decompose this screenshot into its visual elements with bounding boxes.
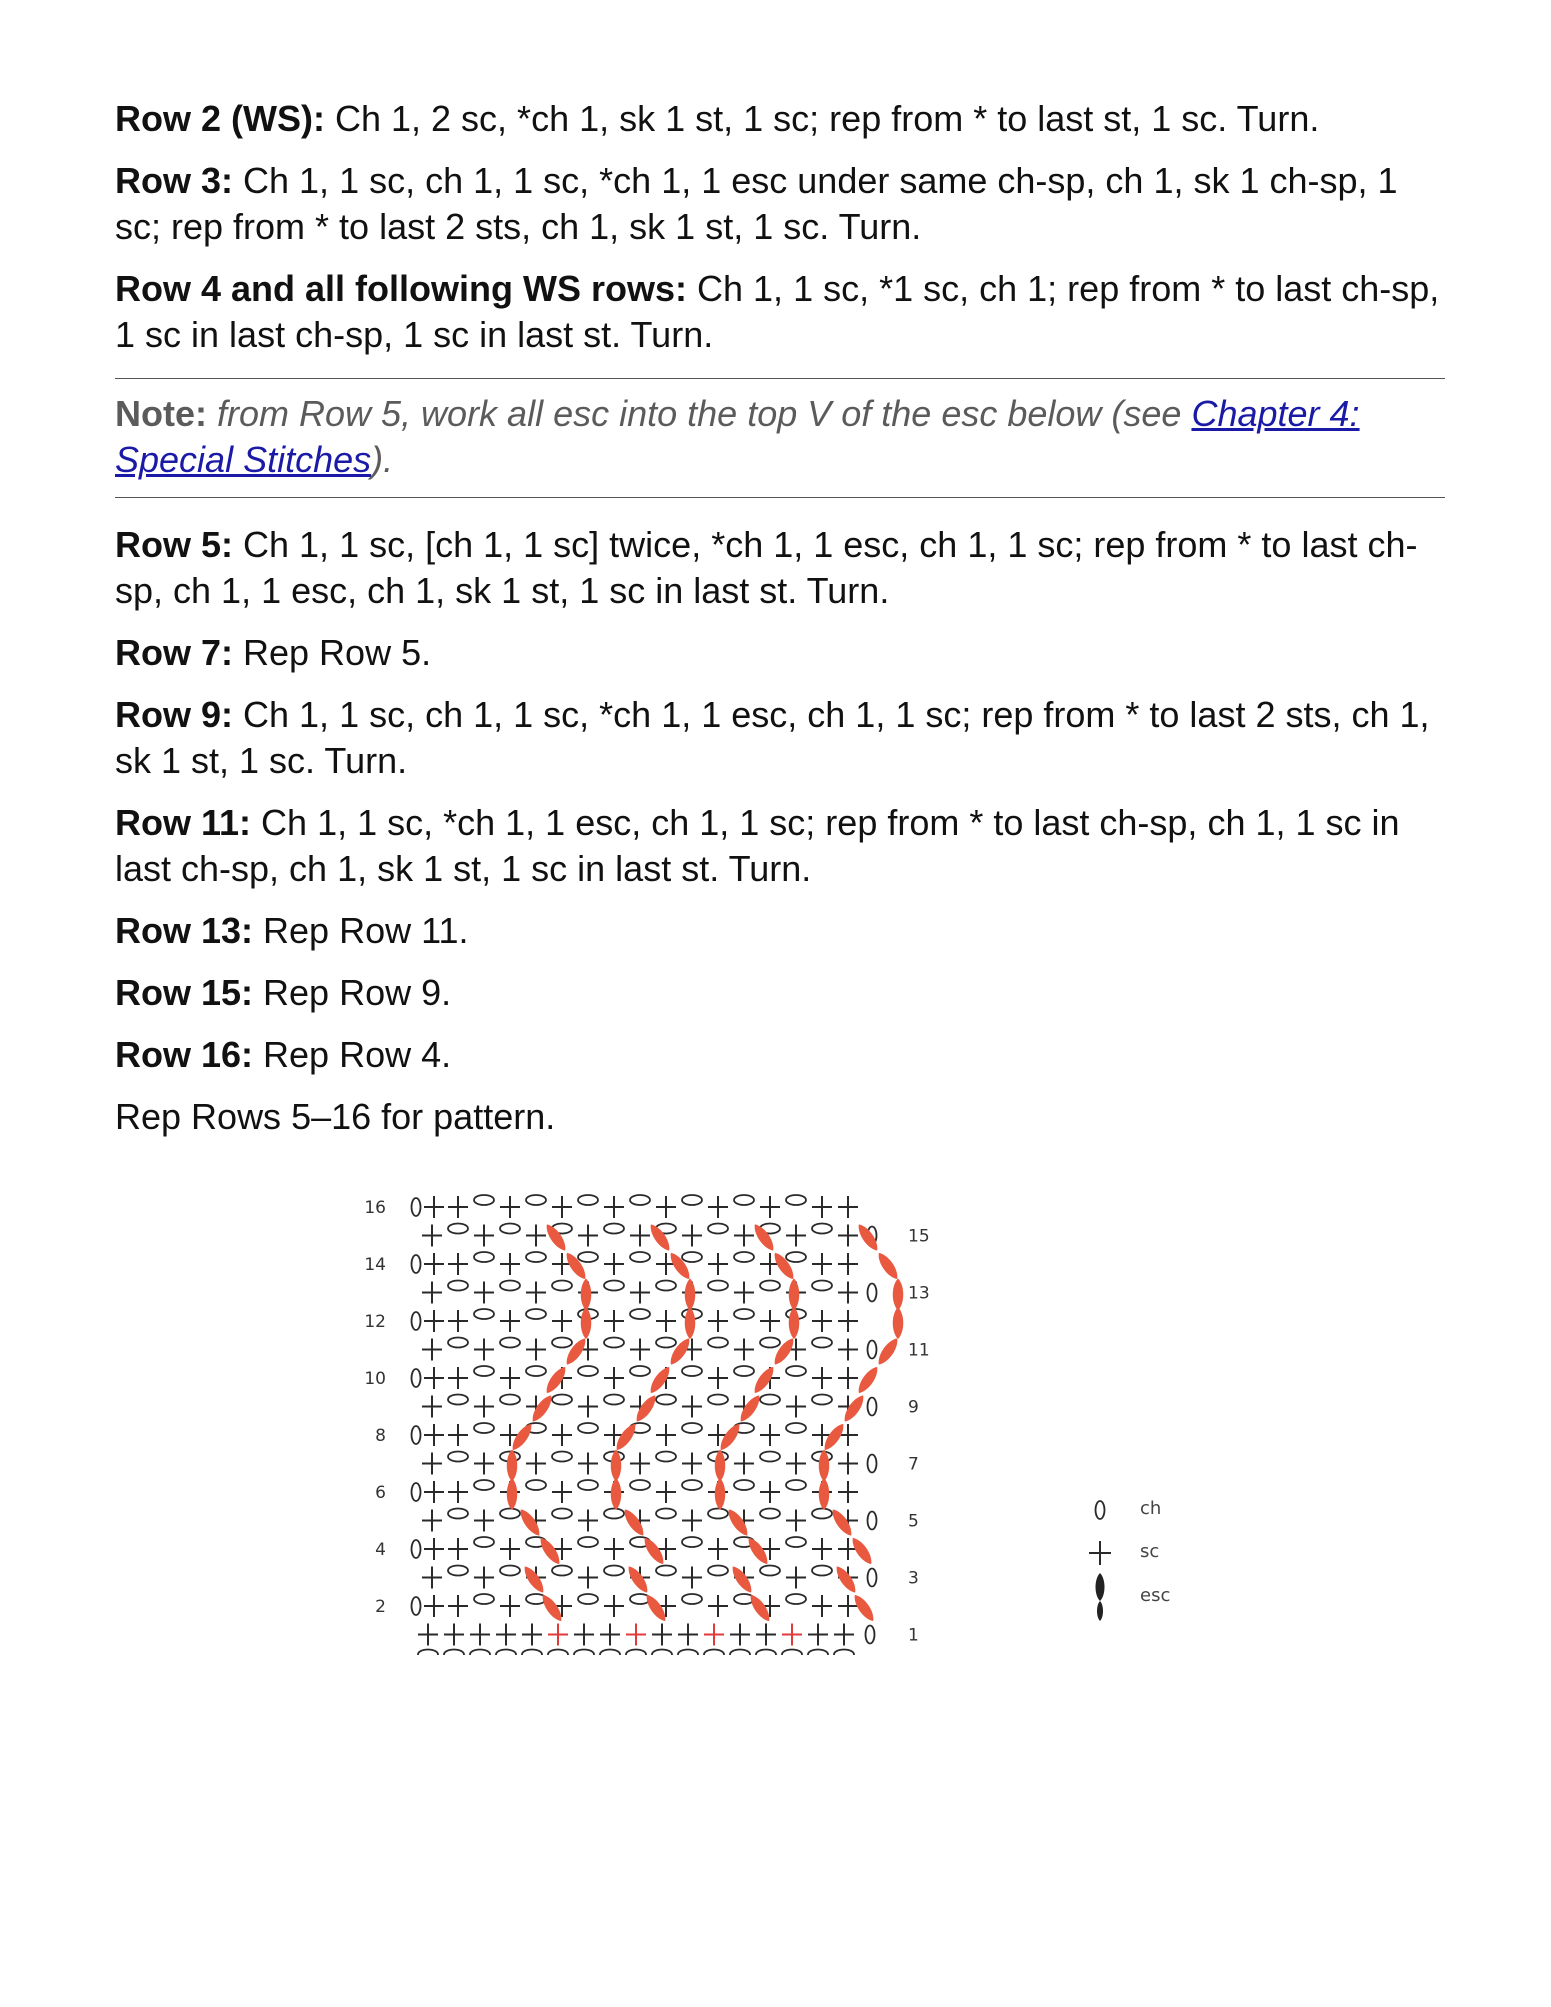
row-label: Row 7: <box>115 632 234 673</box>
esc-mark <box>855 1364 882 1396</box>
row-text: Ch 1, 1 sc, *1 sc, ch 1; rep from * to last ch-sp, 1 sc in last ch-sp, 1 sc in last st. Turn. <box>115 268 1440 355</box>
sc-icon <box>1089 1541 1111 1565</box>
row-16-instruction <box>115 1032 1445 1078</box>
esc-mark <box>667 1250 694 1282</box>
esc-mark <box>821 1421 848 1453</box>
note-box <box>115 391 1445 483</box>
row-13-instruction <box>115 908 1445 954</box>
row-9-instruction <box>115 692 1445 784</box>
row-text: Rep Rows 5–16 for pattern. <box>115 1096 556 1137</box>
esc-mark <box>509 1421 536 1453</box>
esc-mark <box>611 1478 622 1510</box>
esc-icon <box>1096 1573 1105 1621</box>
chart-row-5 <box>422 1509 877 1532</box>
esc-mark <box>625 1563 652 1595</box>
esc-mark <box>725 1506 752 1538</box>
esc-mark <box>893 1307 904 1339</box>
esc-mark <box>543 1364 570 1396</box>
esc-mark <box>729 1563 756 1595</box>
esc-mark <box>771 1250 798 1282</box>
row-5-instruction <box>115 522 1445 614</box>
esc-mark <box>893 1279 904 1311</box>
repeat-instruction <box>115 1094 1445 1140</box>
chart-row-16 <box>412 1195 859 1218</box>
esc-mark <box>789 1279 800 1311</box>
chart-row-13 <box>422 1281 877 1304</box>
esc-mark <box>745 1535 772 1567</box>
special-stitches-link[interactable]: Chapter 4: Special Stitches <box>115 393 1360 480</box>
row-text: Ch 1, 1 sc, ch 1, 1 sc, *ch 1, 1 esc, ch 1, 1 sc; rep from * to last 2 sts, ch 1, sk 1 st, 1 sc. Turn. <box>115 694 1430 781</box>
row-text: Rep Row 5. <box>233 632 432 673</box>
esc-mark <box>751 1221 778 1253</box>
esc-mark <box>685 1279 696 1311</box>
row-text: Ch 1, 1 sc, *ch 1, 1 esc, ch 1, 1 sc; rep from * to last ch-sp, ch 1, 1 sc in last ch-sp, ch 1, sk 1 st, 1 sc in last st. Turn. <box>115 802 1400 889</box>
esc-mark <box>529 1392 556 1424</box>
esc-mark <box>563 1335 590 1367</box>
row-label: Row 4 and all following WS rows: <box>115 268 688 309</box>
esc-mark <box>875 1250 902 1282</box>
row-label: Row 11: <box>115 802 252 843</box>
row-number-right: 11 <box>908 1340 930 1361</box>
esc-mark <box>633 1392 660 1424</box>
row-text: Rep Row 11. <box>253 910 469 951</box>
note-text: from Row 5, work all esc into the top V of the esc below (see <box>207 393 1192 434</box>
row-label: Row 9: <box>115 694 234 735</box>
row-text: Rep Row 4. <box>253 1034 452 1075</box>
chart-row-15 <box>422 1224 877 1247</box>
esc-mark <box>855 1221 882 1253</box>
row-number-left: 16 <box>364 1198 386 1218</box>
row-text: Ch 1, 2 sc, *ch 1, sk 1 st, 1 sc; rep from * to last st, 1 sc. Turn. <box>324 98 1320 139</box>
esc-mark <box>621 1506 648 1538</box>
chart-row-2 <box>412 1594 859 1617</box>
row-label: Row 16: <box>115 1034 254 1075</box>
crochet-stitch-chart <box>360 1185 1180 1655</box>
esc-mark <box>647 1221 674 1253</box>
note-text-end: ). <box>371 439 394 480</box>
legend-label: ch <box>1140 1498 1162 1519</box>
esc-mark <box>507 1478 518 1510</box>
row-number-left: 8 <box>375 1426 386 1446</box>
esc-mark <box>751 1364 778 1396</box>
row-number-left: 14 <box>364 1255 386 1275</box>
esc-mark <box>507 1450 518 1482</box>
note-label: Note: <box>115 393 207 434</box>
row-2-instruction <box>115 96 1445 142</box>
row-text: Ch 1, 1 sc, [ch 1, 1 sc] twice, *ch 1, 1 esc, ch 1, 1 sc; rep from * to last ch-sp, ch 1, 1 esc, ch 1, sk 1 st, 1 sc in last st. Turn. <box>115 524 1418 611</box>
ch-icon <box>1096 1501 1105 1519</box>
chart-row-10 <box>412 1366 859 1389</box>
esc-mark <box>517 1506 544 1538</box>
chart-row-6 <box>412 1480 859 1503</box>
esc-mark <box>563 1250 590 1282</box>
esc-mark <box>789 1307 800 1339</box>
foundation-chain <box>418 1650 854 1656</box>
row-3-instruction <box>115 158 1445 250</box>
row-number-left: 2 <box>375 1597 386 1617</box>
row-label: Row 3: <box>115 160 234 201</box>
row-number-right: 15 <box>908 1226 930 1247</box>
esc-mark <box>819 1478 830 1510</box>
esc-mark <box>737 1392 764 1424</box>
row-label: Row 15: <box>115 972 254 1013</box>
esc-mark <box>875 1335 902 1367</box>
chart-row-3 <box>422 1566 877 1589</box>
esc-mark <box>521 1563 548 1595</box>
row-number-right: 13 <box>908 1283 930 1304</box>
esc-mark <box>851 1592 878 1624</box>
note-divider-bottom <box>115 497 1445 498</box>
row-number-right: 3 <box>908 1568 919 1589</box>
row-number-right: 5 <box>908 1511 919 1532</box>
esc-mark <box>849 1535 876 1567</box>
chart-row-1 <box>418 1624 875 1646</box>
row-4-instruction <box>115 266 1445 358</box>
esc-mark <box>833 1563 860 1595</box>
row-number-left: 10 <box>364 1369 386 1389</box>
esc-mark <box>819 1450 830 1482</box>
row-7-instruction <box>115 630 1445 676</box>
row-label: Row 2 (WS): <box>115 98 325 139</box>
row-15-instruction <box>115 970 1445 1016</box>
pattern-text <box>115 96 1445 1156</box>
esc-mark <box>715 1478 726 1510</box>
row-number-right: 7 <box>908 1454 919 1475</box>
row-number-right: 9 <box>908 1397 919 1418</box>
esc-mark <box>647 1364 674 1396</box>
esc-mark <box>581 1279 592 1311</box>
esc-mark <box>715 1450 726 1482</box>
chart-row-11 <box>422 1338 877 1361</box>
legend-label: sc <box>1140 1541 1160 1562</box>
esc-mark <box>717 1421 744 1453</box>
row-text: Ch 1, 1 sc, ch 1, 1 sc, *ch 1, 1 esc under same ch-sp, ch 1, sk 1 ch-sp, 1 sc; rep from * to last 2 sts, ch 1, sk 1 st, 1 sc. Turn. <box>115 160 1398 247</box>
chart-row-7 <box>422 1452 877 1475</box>
esc-mark <box>611 1450 622 1482</box>
row-number-left: 12 <box>364 1312 386 1332</box>
row-11-instruction <box>115 800 1445 892</box>
row-label: Row 5: <box>115 524 234 565</box>
esc-mark <box>581 1307 592 1339</box>
esc-mark <box>841 1392 868 1424</box>
esc-mark <box>829 1506 856 1538</box>
chart-row-4 <box>412 1537 859 1560</box>
esc-mark <box>667 1335 694 1367</box>
esc-mark <box>771 1335 798 1367</box>
row-text: Rep Row 9. <box>253 972 452 1013</box>
row-number-left: 4 <box>375 1540 386 1560</box>
row-number-right: 1 <box>908 1625 919 1646</box>
esc-mark <box>685 1307 696 1339</box>
esc-mark <box>543 1221 570 1253</box>
row-label: Row 13: <box>115 910 254 951</box>
chart-legend <box>1089 1498 1170 1621</box>
esc-mark <box>537 1535 564 1567</box>
note-divider-top <box>115 378 1445 379</box>
row-number-left: 6 <box>375 1483 386 1503</box>
esc-mark <box>641 1535 668 1567</box>
legend-label: esc <box>1140 1585 1171 1606</box>
esc-mark <box>613 1421 640 1453</box>
